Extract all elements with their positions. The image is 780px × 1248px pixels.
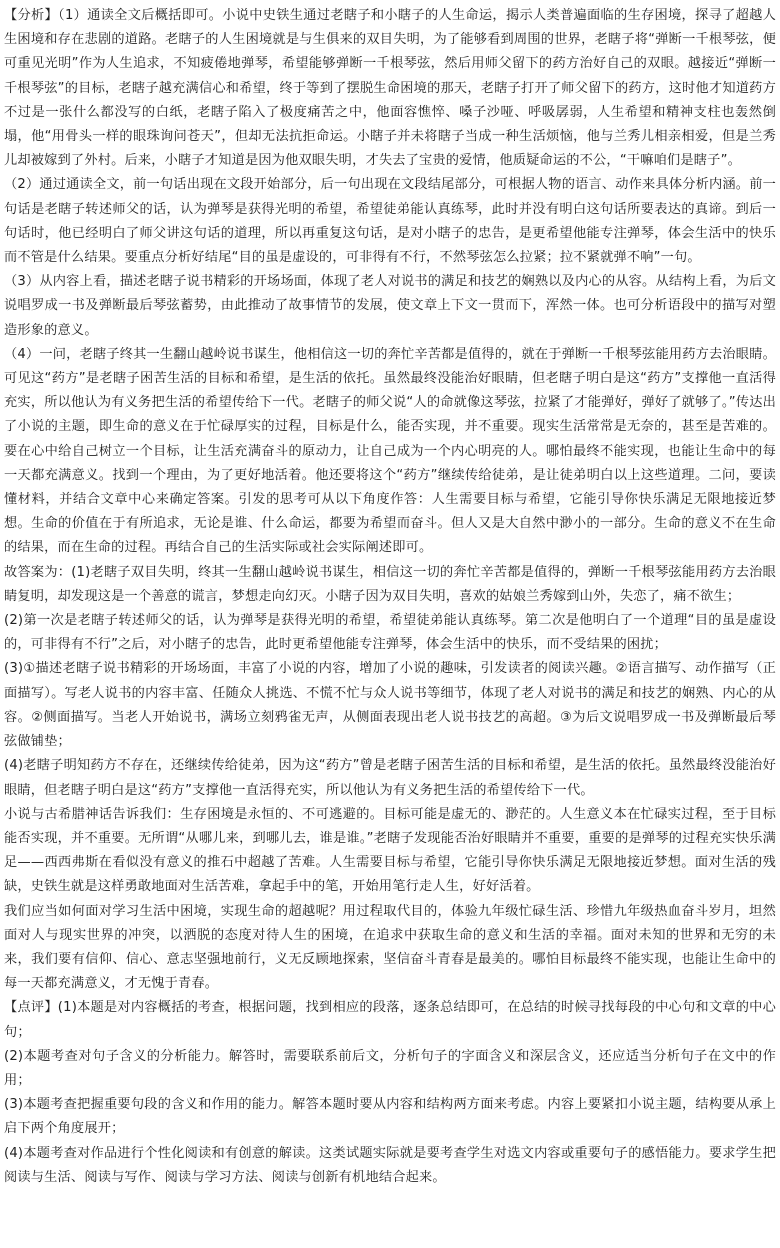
comment-paragraph-2: (2)本题考查对句子含义的分析能力。解答时，需要联系前后文，分析句子的字面含义和深层含义，还应适当分析句子在文中的作用； bbox=[4, 1048, 776, 1088]
answer-paragraph-3: (3)①描述老瞎子说书精彩的开场场面，丰富了小说的内容，增加了小说的趣味，引发读者的阅读兴趣。②语言描写、动作描写（正面描写）。写老人说书的内容丰富、任随众人挑选、不慌不忙与众人说书等细节，体现了老人对说书的满足和技艺的娴熟、内心的从容。②侧面描写。当老人开始说书，满场立刻鸦雀无声，从侧面表现出老人说书技艺的高超。③为后文说唱罗成一书及弹断最后琴弦做铺垫； bbox=[4, 661, 776, 750]
answer-paragraph-2: (2)第一次是老瞎子转述师父的话，认为弹琴是获得光明的希望，希望徒弟能认真练琴。第二次是他明白了一个道理“目的虽是虚设的，可非得有不行”之后，对小瞎子的忠告，此时更希望他能专注弹琴，体会生活中的快乐，而不受结果的困扰； bbox=[4, 613, 776, 653]
comment-paragraph-3: (3)本题考查把握重要句段的含义和作用的能力。解答本题时要从内容和结构两方面来考虑。内容上要紧扣小说主题，结构要从承上启下两个角度展开； bbox=[4, 1097, 776, 1137]
comment-paragraph-1: 【点评】(1)本题是对内容概括的考查，根据问题，找到相应的段落，逐条总结即可，在总结的时候寻找每段的中心句和文章的中心句； bbox=[4, 1000, 776, 1040]
comment-paragraph-4: (4)本题考查对作品进行个性化阅读和有创意的解读。这类试题实际就是要考查学生对选文内容或重要句子的感悟能力。要求学生把阅读与生活、阅读与写作、阅读与学习方法、阅读与创新有机地结合起来。 bbox=[4, 1145, 776, 1185]
answer-paragraph-1: 故答案为：(1)老瞎子双目失明，终其一生翻山越岭说书谋生，相信这一切的奔忙辛苦都是值得的，弹断一千根琴弦能用药方去治眼睛复明，却发现这是一个善意的谎言，梦想走向幻灭。小瞎子因为双目失明，喜欢的姑娘兰秀嫁到山外，失恋了，痛不欲生； bbox=[4, 564, 776, 604]
answer-paragraph-5: 小说与古希腊神话告诉我们：生存困境是永恒的、不可逃避的。目标可能是虚无的、渺茫的。人生意义本在忙碌实过程，至于目标能否实现，并不重要。无所谓“从哪儿来，到哪儿去，谁是谁。”老瞎子发现能否治好眼睛并不重要，重要的是弹琴的过程充实快乐满足——西西弗斯在看似没有意义的推石中超越了苦难。人生需要目标与希望，它能引导你快乐满足无限地接近梦想。面对生活的残缺，史铁生就是这样勇敢地面对生活苦难，拿起手中的笔，开始用笔行走人生，好好活着。 bbox=[4, 806, 776, 895]
answer-document bbox=[4, 4, 776, 1190]
analysis-paragraph-1: 【分析】（1）通读全文后概括即可。小说中史铁生通过老瞎子和小瞎子的人生命运，揭示人类普遍面临的生存困境，探寻了超越人生困境和存在悲剧的道路。老瞎子的人生困境就是与生俱来的双目失明，为了能够看到周围的世界，老瞎子将“弹断一千根琴弦，便可重见光明”作为人生追求，不知疲倦地弹琴，希望能够弹断一千根琴弦，然后用师父留下的药方治好自己的双眼。越接近“弹断一千根琴弦”的目标，老瞎子越充满信心和希望，终于等到了摆脱生命困境的那天，老瞎子打开了师父留下的药方，这时他才知道药方不过是一张什么都没写的白纸，老瞎子陷入了极度痛苦之中，他面容憔悴、嗓子沙哑、呼吸孱弱，人生希望和精神支柱也轰然倒塌，他“用骨头一样的眼珠询问苍天”，但却无法抗拒命运。小瞎子并未将瞎子当成一种生活烦恼，他与兰秀儿相亲相爱，但是兰秀儿却被嫁到了外村。后来，小瞎子才知道是因为他双眼失明，才失去了宝贵的爱情，他质疑命运的不公，“干嘛咱们是瞎子”。 bbox=[4, 8, 776, 169]
analysis-paragraph-2: （2）通过通读全文，前一句话出现在文段开始部分，后一句出现在文段结尾部分，可根据人物的语言、动作来具体分析内涵。前一句话是老瞎子转述师父的话，认为弹琴是获得光明的希望，希望徒弟能认真练琴，此时并没有明白这句话所要表达的真谛。到后一句话时，他已经明白了师父讲这句话的道理，所以再重复这句话，是对小瞎子的忠告，是更希望他能专注弹琴，体会生活中的快乐而不管是什么结果。要重点分析好结尾“目的虽是虚设的，可非得有不行，不然琴弦怎么拉紧；拉不紧就弹不响”一句。 bbox=[4, 177, 776, 266]
analysis-paragraph-4: （4）一问，老瞎子终其一生翻山越岭说书谋生，他相信这一切的奔忙辛苦都是值得的，就在于弹断一千根琴弦能用药方去治眼睛。可见这“药方”是老瞎子困苦生活的目标和希望，是生活的依托。虽然最终没能治好眼睛，但老瞎子明白是这“药方”支撑他一直活得充实，所以他认为有义务把生活的希望传给下一代。老瞎子的师父说“人的命就像这琴弦，拉紧了才能弹好，弹好了就够了。”传达出了小说的主题，即生命的意义在于忙碌厚实的过程，目标是什么，能否实现，并不重要。现实生活常常是无奈的，甚至是苦难的。要在心中给自己树立一个目标，让生活充满奋斗的原动力，让自己成为一个内心明亮的人。哪怕最终不能实现，也能让生命中的每一天都充满意义。找到一个理由，为了更好地活着。他还要将这个“药方”继续传给徒弟，是让徒弟明白以上这些道理。二问，要读懂材料，并结合文章中心来确定答案。引发的思考可从以下角度作答：人生需要目标与希望，它能引导你快乐满足无限地接近梦想。生命的价值在于有所追求，无论是谁、什么命运，都要为希望而奋斗。但人又是大自然中渺小的一部分。生命的意义不在生命的结果，而在生命的过程。再结合自己的生活实际或社会实际阐述即可。 bbox=[4, 346, 776, 556]
answer-paragraph-6: 我们应当如何面对学习生活中困境，实现生命的超越呢？用过程取代目的，体验九年级忙碌生活、珍惜九年级热血奋斗岁月，坦然面对人与现实世界的冲突，以洒脱的态度对待人生的困境，在追求中获取生命的意义和生活的幸福。面对未知的世界和无穷的未来，我们要有信仰、信心、意志坚强地前行，义无反顾地探索，坚信奋斗青春是最美的。哪怕目标最终不能实现，也能让生命中的每一天都充满意义，才无愧于青春。 bbox=[4, 903, 776, 992]
analysis-paragraph-3: （3）从内容上看，描述老瞎子说书精彩的开场场面，体现了老人对说书的满足和技艺的娴熟以及内心的从容。从结构上看，为后文说唱罗成一书及弹断最后琴弦蓄势，由此推动了故事情节的发展，使文章上下文一贯而下，浑然一体。也可分析语段中的描写对塑造形象的意义。 bbox=[4, 274, 776, 338]
answer-paragraph-4: (4)老瞎子明知药方不存在，还继续传给徒弟，因为这“药方”曾是老瞎子困苦生活的目标和希望，是生活的依托。虽然最终没能治好眼睛，但老瞎子明白是这“药方”支撑他一直活得充实，所以他认为有义务把生活的希望传给下一代。 bbox=[4, 758, 776, 798]
